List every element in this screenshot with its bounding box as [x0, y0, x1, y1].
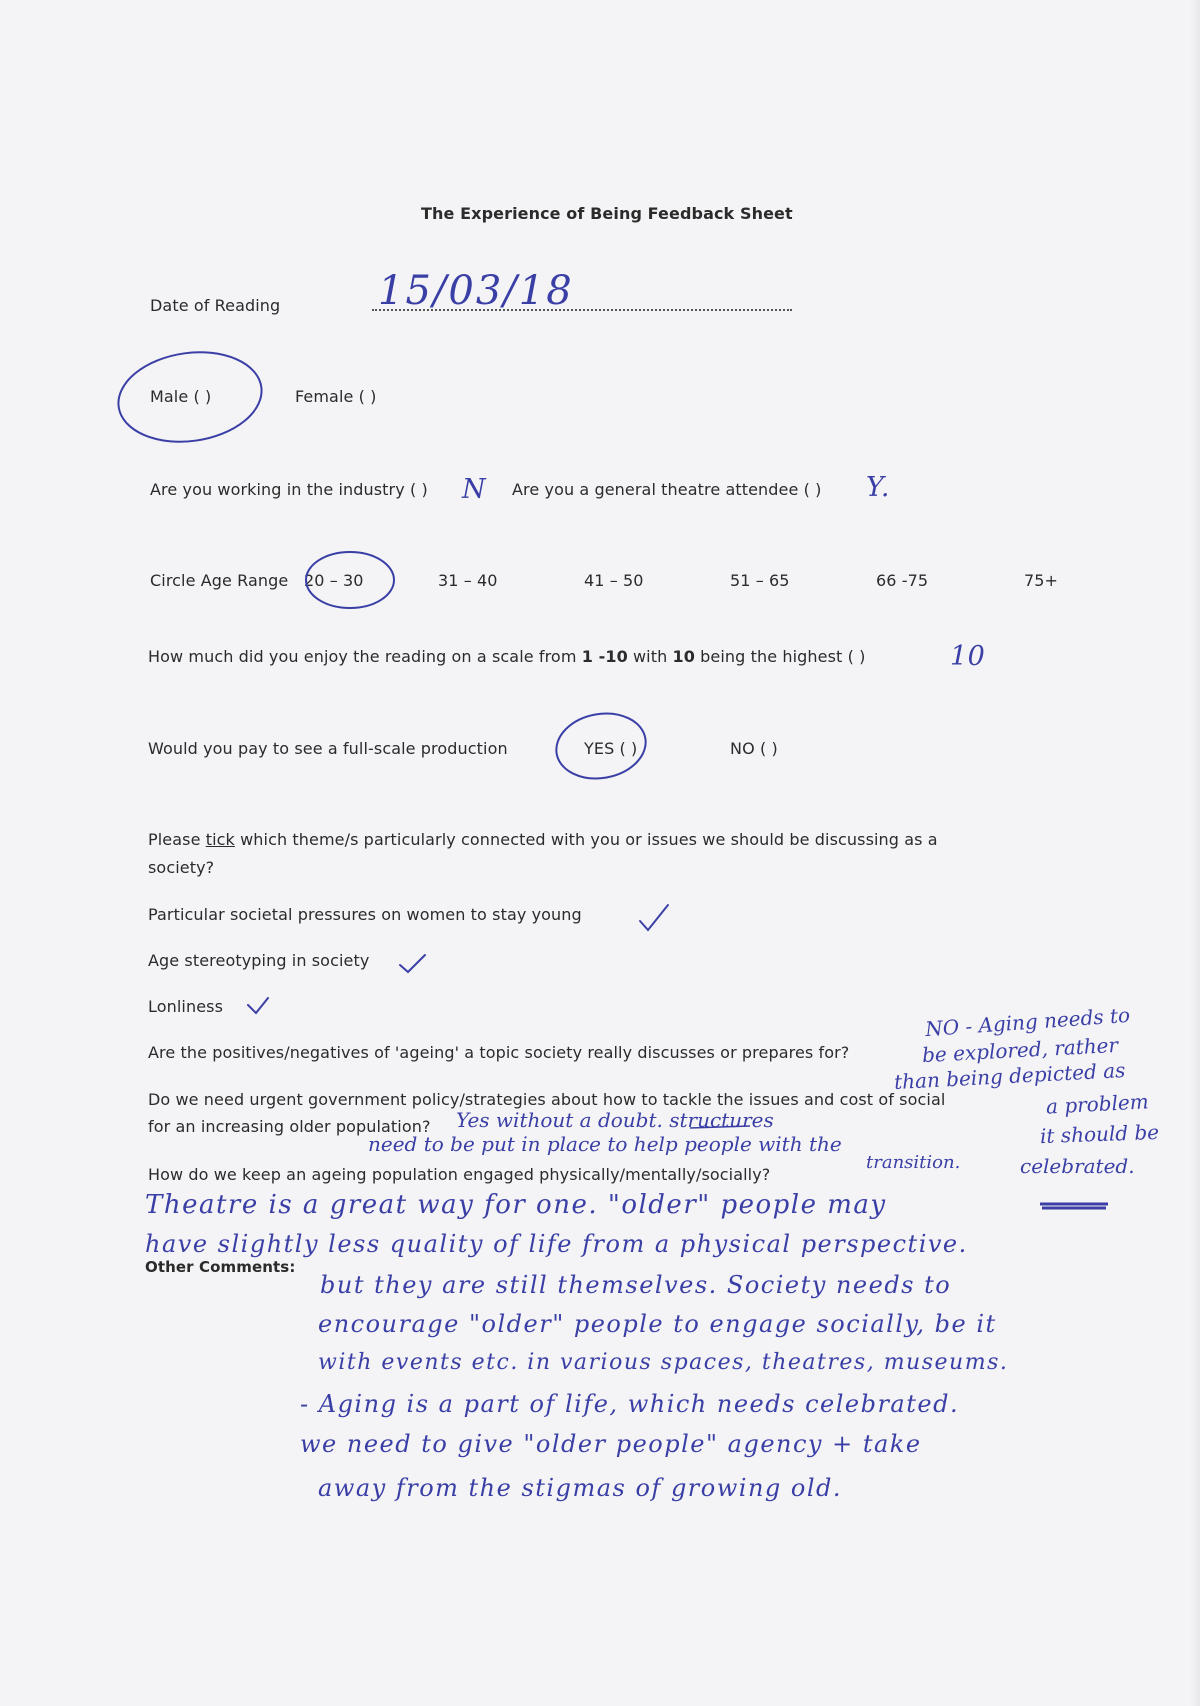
age-range-75-plus: 75+	[1024, 571, 1059, 590]
enjoy-question-max: 10	[672, 647, 695, 666]
themes-prompt-line2: society?	[148, 858, 215, 877]
age-range-label: Circle Age Range	[150, 571, 289, 590]
comment-line-4: encourage "older" people to engage socially, be it	[318, 1310, 997, 1338]
theme-item-age-stereotyping: Age stereotyping in society	[148, 951, 370, 970]
comment-line-8: away from the stigmas of growing old.	[318, 1474, 843, 1502]
engaged-question: How do we keep an ageing population engaged physically/mentally/socially?	[148, 1165, 771, 1184]
positives-answer-line-3: than being depicted as	[893, 1057, 1126, 1095]
themes-prompt-tick-word: tick	[205, 830, 235, 849]
comment-line-3: but they are still themselves. Society needs to	[320, 1271, 952, 1299]
form-title: The Experience of Being Feedback Sheet	[421, 204, 793, 223]
positives-answer-line-5: it should be	[1039, 1119, 1160, 1149]
policy-question-line1: Do we need urgent government policy/strategies about how to tackle the issues and cost of social	[148, 1090, 946, 1109]
female-option: Female ( )	[295, 387, 377, 406]
age-range-31-40: 31 – 40	[438, 571, 498, 590]
themes-prompt-text-2: which theme/s particularly connected with you or issues we should be discussing as a	[234, 830, 938, 849]
other-comments-label: Other Comments:	[145, 1258, 296, 1276]
theme-item-pressures-women: Particular societal pressures on women to stay young	[148, 905, 582, 924]
paper-edge-shadow	[1190, 0, 1200, 1706]
policy-question-line2: for an increasing older population?	[148, 1117, 431, 1136]
tick-icon	[640, 905, 668, 930]
themes-prompt	[148, 830, 938, 849]
pay-yes-option: YES ( )	[584, 739, 638, 758]
tick-icon	[248, 998, 268, 1013]
industry-answer: N	[462, 474, 487, 505]
comment-line-7: we need to give "older people" agency + take	[300, 1430, 922, 1458]
age-range-51-65: 51 – 65	[730, 571, 790, 590]
industry-question: Are you working in the industry ( )	[150, 480, 428, 499]
comment-line-2: have slightly less quality of life from a physical perspective.	[145, 1230, 968, 1258]
male-option: Male ( )	[150, 387, 212, 406]
age-range-20-30: 20 – 30	[304, 571, 364, 590]
enjoy-question-text-3: being the highest ( )	[694, 647, 866, 666]
positives-answer-line-4: a problem	[1045, 1089, 1150, 1119]
date-handwritten: 15/03/18	[378, 268, 574, 314]
comment-line-6: - Aging is a part of life, which needs celebrated.	[300, 1390, 960, 1418]
enjoy-question-text-2: with	[627, 647, 673, 666]
age-range-41-50: 41 – 50	[584, 571, 644, 590]
positives-answer-line-1: NO - Aging needs to	[924, 1002, 1131, 1042]
policy-answer-line-2: need to be put in place to help people with the	[368, 1132, 842, 1156]
pay-no-option: NO ( )	[730, 739, 778, 758]
theme-item-loneliness: Lonliness	[148, 997, 224, 1016]
attendee-question: Are you a general theatre attendee ( )	[512, 480, 822, 499]
enjoy-question-scale: 1 -10	[581, 647, 628, 666]
policy-answer-line-1: Yes without a doubt. structures	[456, 1108, 774, 1132]
comment-line-1: Theatre is a great way for one. "older" people may	[145, 1190, 887, 1220]
enjoy-question	[148, 647, 865, 666]
enjoy-question-text-1: How much did you enjoy the reading on a scale from	[148, 647, 582, 666]
tick-icon	[400, 955, 425, 972]
enjoy-answer: 10	[950, 641, 986, 672]
attendee-answer: Y.	[866, 472, 890, 503]
positives-question: Are the positives/negatives of 'ageing' a topic society really discusses or prepares for?	[148, 1043, 850, 1062]
comment-line-5: with events etc. in various spaces, theatres, museums.	[318, 1350, 1009, 1375]
positives-answer-line-2: be explored, rather	[921, 1032, 1119, 1068]
age-range-66-75: 66 -75	[876, 571, 929, 590]
policy-answer-line-3: transition.	[866, 1152, 961, 1173]
date-label: Date of Reading	[150, 296, 281, 315]
positives-answer-line-6: celebrated.	[1020, 1154, 1135, 1178]
themes-prompt-text-1: Please	[148, 830, 206, 849]
pay-question: Would you pay to see a full-scale production	[148, 739, 508, 758]
strikeout-mark	[1040, 1204, 1108, 1208]
